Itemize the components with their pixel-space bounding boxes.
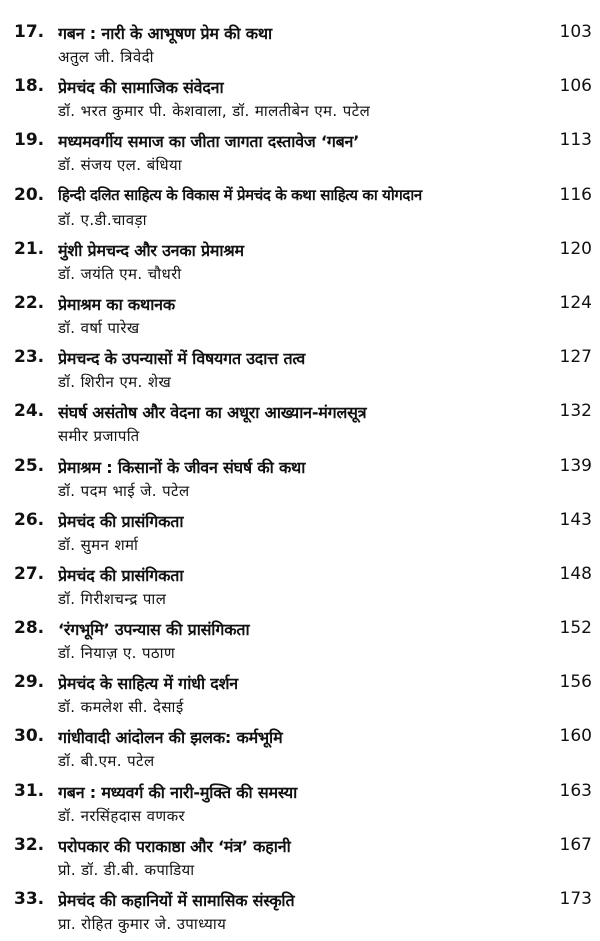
entry-number: 26.: [14, 509, 45, 530]
entry-title: गबन : मध्यवर्ग की नारी-मुक्ति की समस्या: [58, 782, 298, 802]
entry-page-number: 127: [559, 347, 592, 368]
toc-entry: [0, 506, 600, 560]
entry-number: 19.: [14, 130, 45, 151]
entry-page-number: 132: [559, 401, 592, 422]
entry-page-number: 152: [559, 618, 592, 639]
entry-title: प्रेमचंद की प्रासंगिकता: [58, 511, 184, 531]
entry-author: प्रो. डॉ. डी.बी. कपाडिया: [58, 860, 195, 879]
toc-entry: [0, 885, 600, 939]
entry-number: 29.: [14, 672, 45, 693]
entry-title: प्रेमचंद की प्रासंगिकता: [58, 565, 184, 585]
toc-entry: [0, 72, 600, 126]
toc-entry: [0, 614, 600, 668]
entry-title: मध्यमवर्गीय समाज का जीता जागता दस्तावेज ‘गबन’: [58, 132, 360, 152]
entry-number: 33.: [14, 889, 45, 909]
entry-title: प्रेमाश्रम : किसानों के जीवन संघर्ष की कथा: [58, 457, 306, 477]
entry-page-number: 163: [559, 780, 592, 801]
entry-title: मुंशी प्रेमचन्द और उनका प्रेमाश्रम: [58, 240, 244, 260]
entry-number: 17.: [14, 22, 45, 42]
entry-title: परोपकार की पराकाष्ठा और ‘मंत्र’ कहानी: [58, 836, 291, 856]
entry-author: डॉ. शिरीन एम. शेख: [58, 373, 172, 392]
toc-entry: [0, 126, 600, 180]
entry-page-number: 167: [559, 834, 592, 855]
entry-author: अतुल जी. त्रिवेदी: [58, 48, 154, 66]
entry-author: डॉ. भरत कुमार पी. केशवाला, डॉ. मालतीबेन एम. पटेल: [58, 102, 371, 121]
entry-number: 21.: [14, 238, 45, 259]
entry-page-number: 124: [559, 292, 592, 313]
entry-author: समीर प्रजापति: [58, 427, 140, 446]
entry-number: 25.: [14, 455, 45, 476]
toc-entry: [0, 343, 600, 397]
entry-number: 30.: [14, 726, 45, 747]
entry-author: डॉ. संजय एल. बंधिया: [58, 156, 183, 175]
entry-title: हिन्दी दलित साहित्य के विकास में प्रेमचंद के कथा साहित्य का योगदान: [58, 185, 422, 204]
entry-title: प्रेमचंद की कहानियों में सामासिक संस्कृति: [58, 891, 295, 910]
toc-entry: [0, 235, 600, 289]
entry-page-number: 173: [559, 889, 592, 909]
entry-author: डॉ. ए.डी.चावड़ा: [58, 210, 147, 229]
entry-author: प्रा. रोहित कुमार जे. उपाध्याय: [58, 915, 227, 933]
entry-title: ‘रंगभूमि’ उपन्यास की प्रासंगिकता: [58, 620, 250, 640]
entry-number: 18.: [14, 76, 45, 97]
entry-page-number: 139: [559, 455, 592, 476]
toc-entry: [0, 722, 600, 776]
toc-entry: [0, 560, 600, 614]
entry-author: डॉ. नरसिंहदास वणकर: [58, 806, 186, 825]
toc-entry: [0, 831, 600, 885]
toc-entry: [0, 18, 600, 72]
entry-author: डॉ. पदम भाई जे. पटेल: [58, 481, 190, 500]
entry-title: संघर्ष असंतोष और वेदना का अधूरा आख्यान-मंगलसूत्र: [58, 403, 367, 423]
entry-number: 20.: [14, 184, 45, 205]
entry-number: 24.: [14, 401, 45, 422]
entry-author: डॉ. जयंति एम. चौधरी: [58, 264, 182, 283]
entry-author: डॉ. नियाज़ ए. पठाण: [58, 644, 176, 663]
entry-page-number: 106: [559, 76, 592, 97]
entry-number: 22.: [14, 292, 45, 313]
entry-title: प्रेमचन्द के उपन्यासों में विषयगत उदात्त तत्व: [58, 349, 306, 369]
entry-title: गांधीवादी आंदोलन की झलक: कर्मभूमि: [58, 728, 283, 748]
toc-entry: [0, 181, 600, 235]
entry-author: डॉ. गिरीशचन्द्र पाल: [58, 589, 167, 608]
entry-page-number: 120: [559, 238, 592, 259]
toc-entry: [0, 397, 600, 451]
entry-number: 31.: [14, 780, 45, 801]
entry-title: प्रेमाश्रम का कथानक: [58, 294, 175, 314]
entry-page-number: 113: [559, 130, 592, 151]
entry-number: 27.: [14, 563, 45, 584]
toc-entry: [0, 452, 600, 506]
entry-title: गबन : नारी के आभूषण प्रेम की कथा: [58, 24, 272, 43]
entry-page-number: 116: [559, 184, 592, 205]
entry-title: प्रेमचंद के साहित्य में गांधी दर्शन: [58, 674, 238, 694]
entry-page-number: 103: [559, 22, 592, 42]
entry-page-number: 156: [559, 672, 592, 693]
entry-title: प्रेमचंद की सामाजिक संवेदना: [58, 78, 224, 98]
entry-number: 32.: [14, 834, 45, 855]
entry-page-number: 148: [559, 563, 592, 584]
entry-author: डॉ. सुमन शर्मा: [58, 535, 139, 554]
toc-entry: [0, 777, 600, 831]
entry-author: डॉ. वर्षा पारेख: [58, 318, 140, 337]
entry-number: 23.: [14, 347, 45, 368]
toc-entry: [0, 289, 600, 343]
entry-page-number: 143: [559, 509, 592, 530]
entry-author: डॉ. बी.एम. पटेल: [58, 752, 155, 771]
entry-page-number: 160: [559, 726, 592, 747]
table-of-contents: [0, 18, 600, 939]
entry-number: 28.: [14, 618, 45, 639]
toc-entry: [0, 668, 600, 722]
entry-author: डॉ. कमलेश सी. देसाई: [58, 698, 184, 717]
